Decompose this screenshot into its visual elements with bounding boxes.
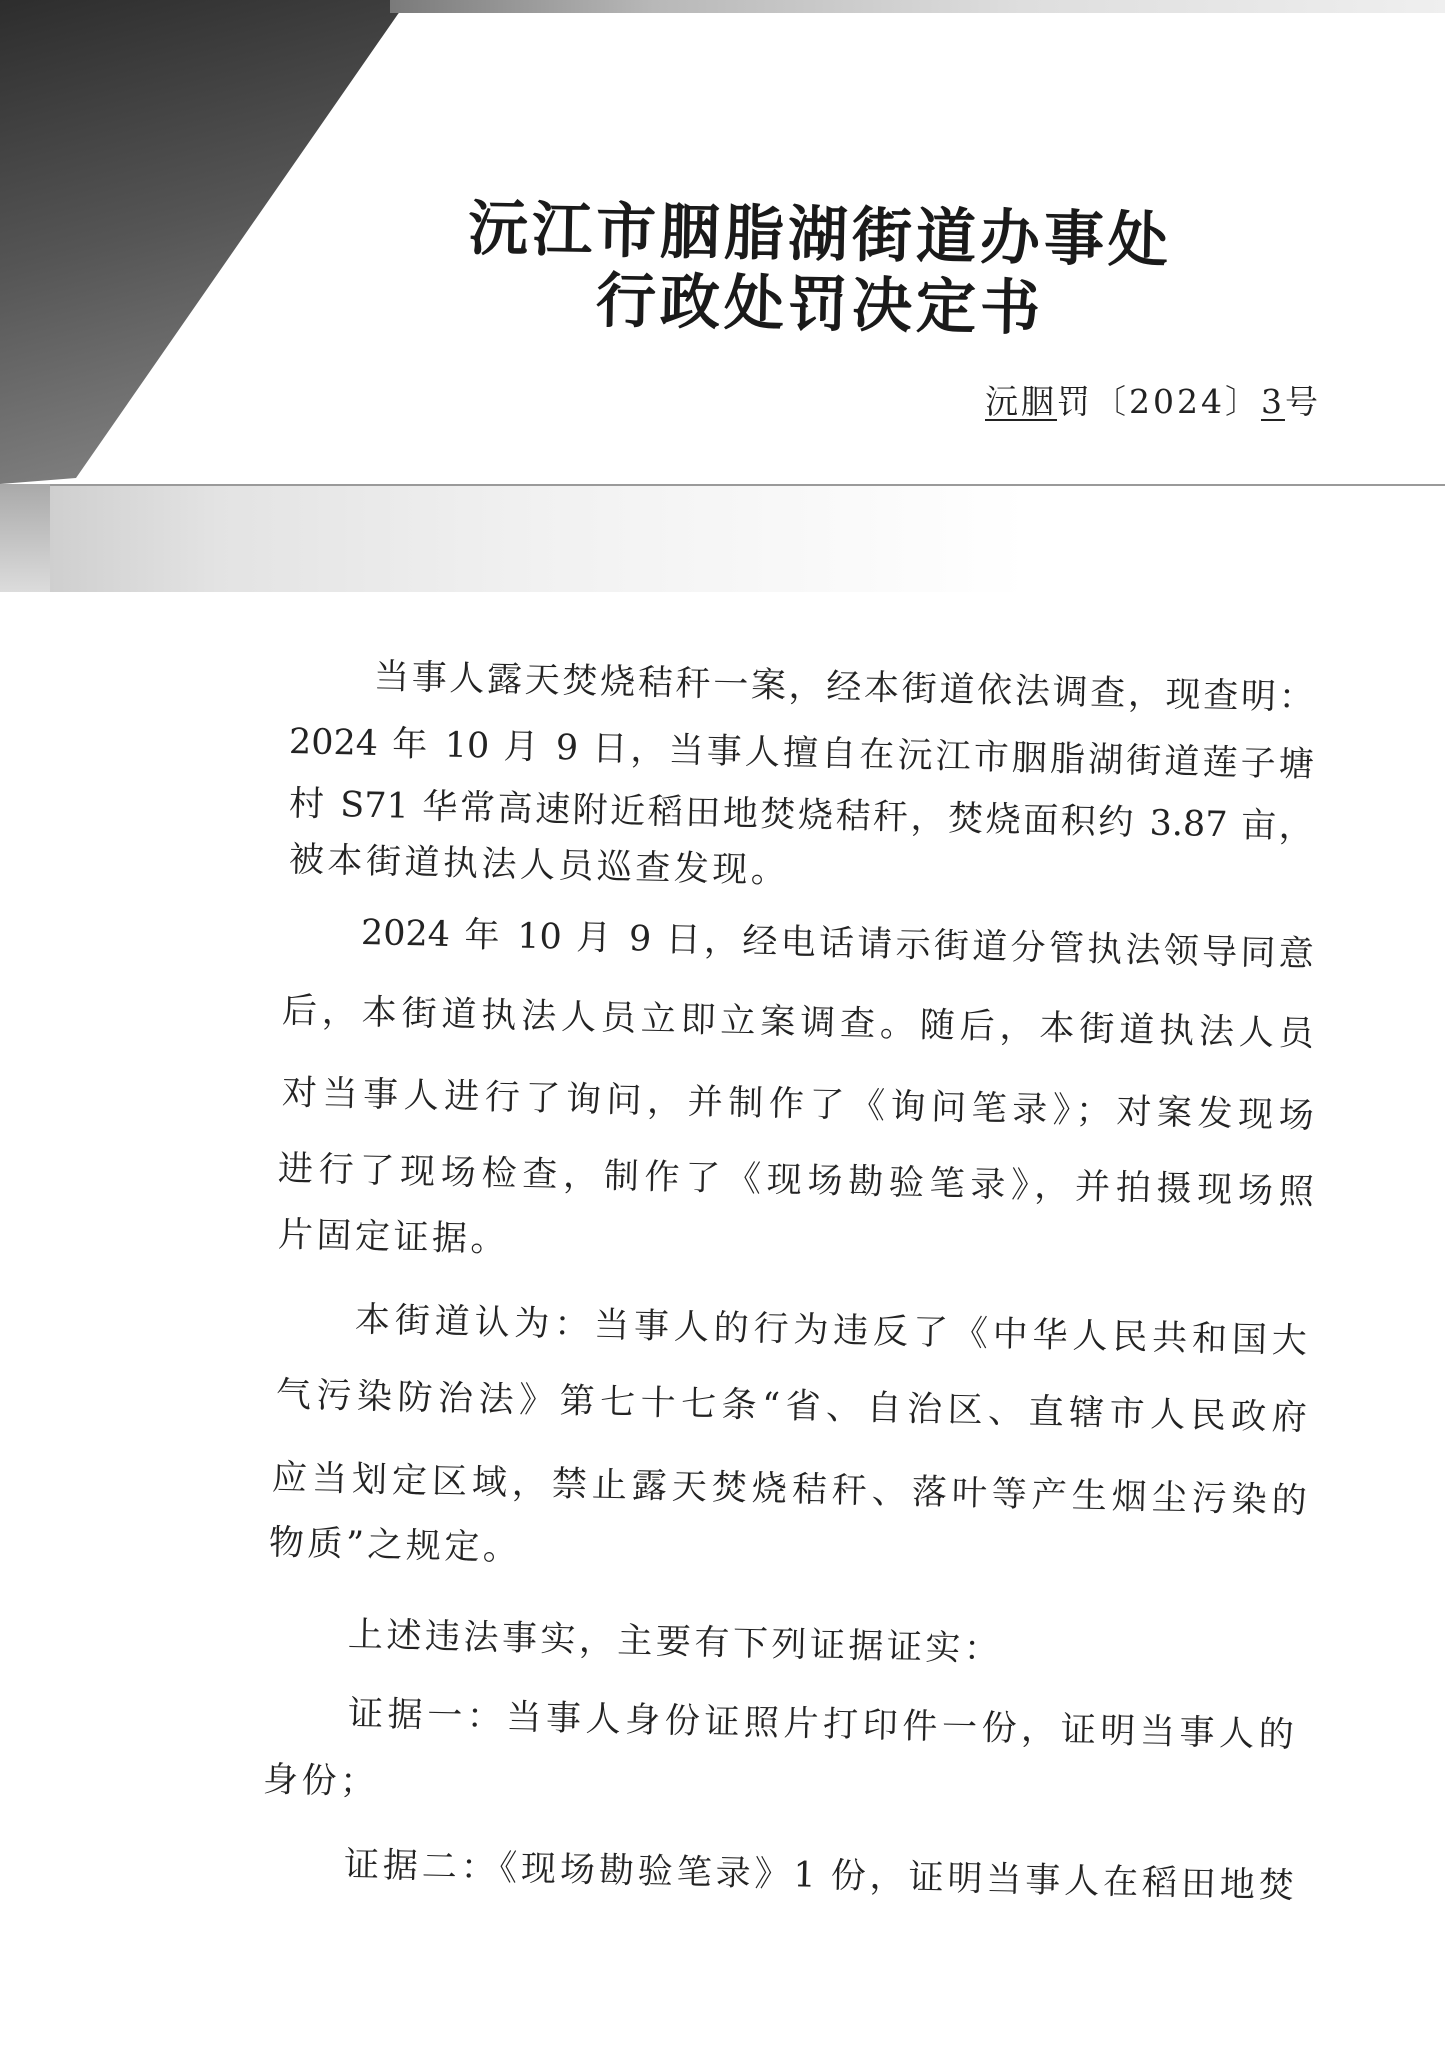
body-line: 村 S71 华常高速附近稻田地焚烧秸秆，焚烧面积约 3.87 亩， [288,784,1315,848]
body-line: 后，本街道执法人员立即立案调查。随后，本街道执法人员 [281,991,1315,1055]
body-line: 物质”之规定。 [268,1523,522,1569]
doc-number-org-abbr: 沅胭 [985,382,1057,421]
document-title-line-2: 行政处罚决定书 [595,266,1045,344]
body-line: 对当事人进行了询问，并制作了《询问笔录》；对案发现场 [281,1073,1315,1137]
body-line: 气污染防治法》第七十七条“省、自治区、直辖市人民政府 [275,1375,1308,1439]
left-scan-strip [0,484,50,592]
document-number [985,380,1321,424]
body-line: 2024 年 10 月 9 日，经电话请示街道分管执法领导同意 [360,913,1315,975]
body-line: 当事人露天焚烧秸秆一案，经本街道依法调查，现查明： [373,657,1315,719]
scan-background-top-strip [390,0,1445,13]
body-line: 片固定证据。 [277,1215,510,1261]
body-line: 被本街道执法人员巡查发现。 [288,840,790,892]
scan-background-wedge [0,0,420,490]
doc-number-category: 罚 [1057,382,1093,421]
body-line: 证据一：当事人身份证照片打印件一份，证明当事人的 [347,1694,1295,1756]
doc-number-suffix: 号 [1284,382,1321,421]
body-line: 证据二：《现场勘验笔录》1 份，证明当事人在稻田地焚 [343,1845,1295,1907]
body-line: 应当划定区域，禁止露天焚烧秸秆、落叶等产生烟尘污染的 [271,1458,1308,1522]
doc-number-year: 〔2024〕 [1093,382,1261,421]
second-page [50,484,1445,2063]
body-line: 本街道认为：当事人的行为违反了《中华人民共和国大 [354,1300,1308,1362]
body-line: 2024 年 10 月 9 日，当事人擅自在沅江市胭脂湖街道莲子塘 [288,722,1315,786]
body-line: 进行了现场检查，制作了《现场勘验笔录》，并拍摄现场照 [277,1149,1315,1213]
doc-number-seq: 3 [1260,382,1285,421]
document-title-line-1: 沅江市胭脂湖街道办事处 [467,193,1173,277]
body-line: 上述违法事实，主要有下列证据证实： [347,1615,1003,1670]
body-line: 身份； [262,1760,379,1803]
page-top-shadow [50,486,1445,592]
